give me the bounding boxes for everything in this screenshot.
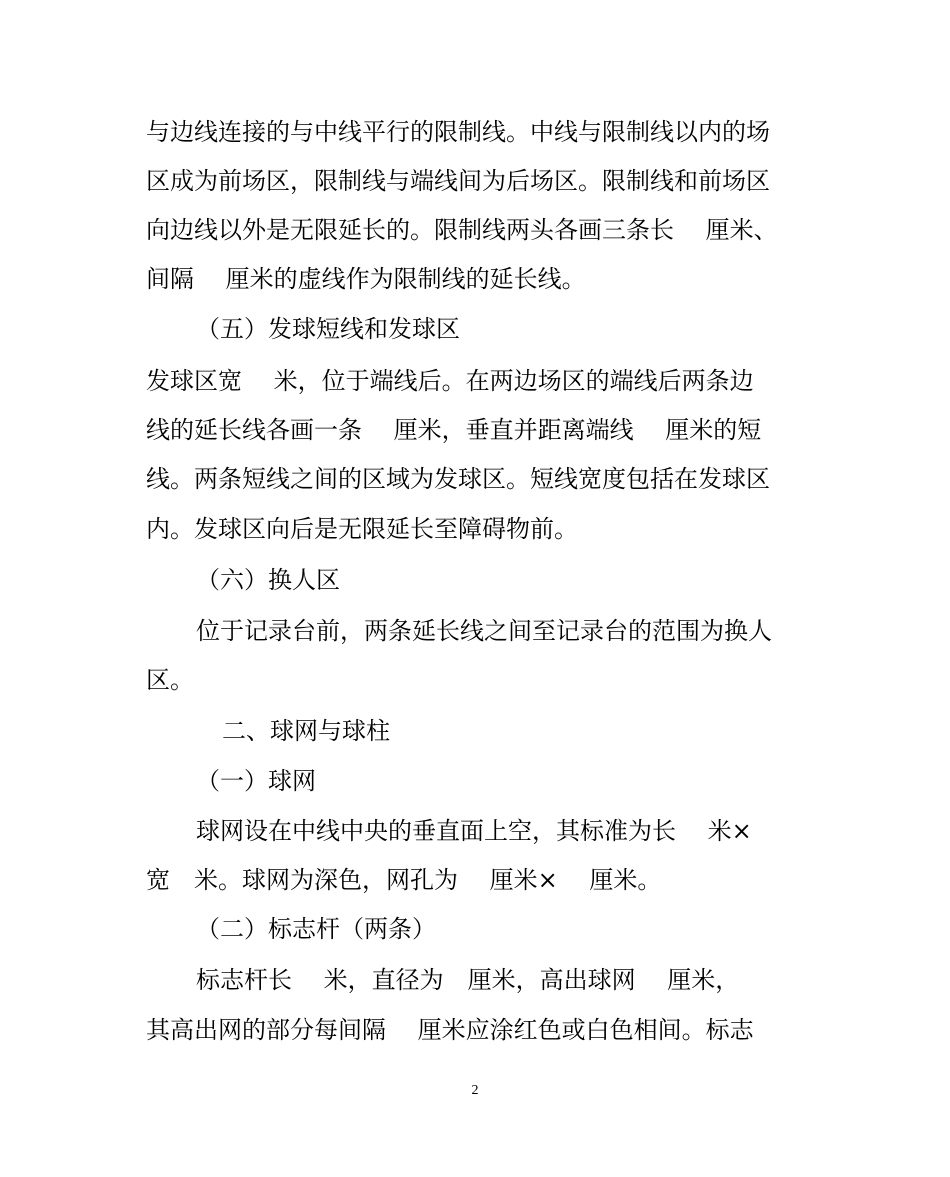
section-heading: （一）球网: [196, 767, 316, 795]
text-line: 标志杆长 米，直径为 厘米，高出球网 厘米，: [196, 966, 740, 994]
chapter-heading: 二、球网与球柱: [222, 717, 390, 745]
text-line: 与边线连接的与中线平行的限制线。中线与限制线以内的场: [146, 118, 770, 146]
text-line: 其高出网的部分每间隔 厘米应涂红色或白色相间。标志: [146, 1016, 754, 1044]
text-line: 发球区宽 米，位于端线后。在两边场区的端线后两条边: [146, 367, 754, 395]
page-number: 2: [471, 1083, 479, 1098]
text-line: 间隔 厘米的虚线作为限制线的延长线。: [146, 265, 586, 293]
text-line: 区成为前场区，限制线与端线间为后场区。限制线和前场区: [146, 167, 770, 195]
text-line: 线的延长线各画一条 厘米，垂直并距离端线 厘米的短: [146, 416, 762, 444]
text-line: 线。两条短线之间的区域为发球区。短线宽度包括在发球区: [146, 465, 770, 493]
text-line: 位于记录台前，两条延长线之间至记录台的范围为换人: [196, 617, 772, 645]
text-line: 宽 米。球网为深色，网孔为 厘米× 厘米。: [146, 866, 662, 894]
section-heading: （六）换人区: [196, 566, 340, 594]
text-line: 内。发球区向后是无限延长至障碍物前。: [146, 515, 578, 543]
section-heading: （五）发球短线和发球区: [196, 315, 460, 343]
text-line: 向边线以外是无限延长的。限制线两头各画三条长 厘米、: [146, 216, 778, 244]
text-line: 球网设在中线中央的垂直面上空，其标准为长 米×: [196, 817, 752, 845]
section-heading: （二）标志杆（两条）: [196, 915, 436, 943]
text-line: 区。: [146, 666, 194, 694]
